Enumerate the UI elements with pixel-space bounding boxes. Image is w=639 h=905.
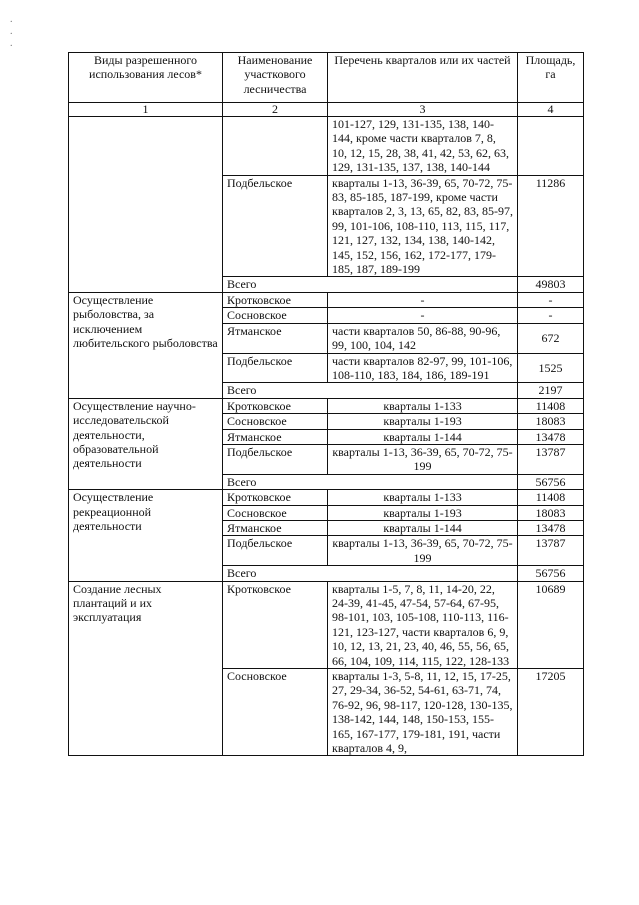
header-use-type: Виды разрешенного использования лесов* (69, 53, 223, 103)
header-area: Площадь, га (518, 53, 584, 103)
area-cell: 13478 (518, 429, 584, 444)
forestry-cell (223, 117, 328, 176)
quarters-cell: кварталы 1-193 (328, 505, 518, 520)
area-cell: 13478 (518, 520, 584, 535)
use-type-cell: Осуществление рекреационной деятельности (69, 490, 223, 581)
quarters-cell: кварталы 1-193 (328, 414, 518, 429)
total-area: 56756 (518, 474, 584, 489)
quarters-cell: кварталы 1-133 (328, 398, 518, 413)
quarters-cell: кварталы 1-5, 7, 8, 11, 14-20, 22, 24-39, 41-45, 47-54, 57-64, 67-95, 98-101, 103, 105-108, 110-113, 116-121, 123-127, части кварталов 6, 9, 10, 12, 13, 21, 23, 40, 46, 55, 56, 65, 66, 104, 109, 114, 115, 122, 128-133 (328, 581, 518, 668)
table-row (69, 398, 584, 413)
forestry-cell: Ятманское (223, 520, 328, 535)
total-area: 49803 (518, 277, 584, 292)
forestry-cell: Подбельское (223, 536, 328, 566)
area-cell: 18083 (518, 505, 584, 520)
area-cell (518, 117, 584, 176)
area-cell: 13787 (518, 444, 584, 474)
quarters-cell: - (328, 292, 518, 307)
area-cell: - (518, 308, 584, 323)
use-type-cell: Осуществление рыболовства, за исключением любительского рыболовства (69, 292, 223, 398)
total-label: Всего (223, 474, 518, 489)
area-cell: 11286 (518, 175, 584, 277)
table-row (69, 117, 584, 176)
forestry-cell: Кротковское (223, 398, 328, 413)
column-number: 4 (518, 103, 584, 117)
column-number-row (69, 103, 584, 117)
total-label: Всего (223, 277, 518, 292)
forestry-cell: Кротковское (223, 292, 328, 307)
area-cell: 11408 (518, 490, 584, 505)
total-label: Всего (223, 566, 518, 581)
quarters-cell: кварталы 1-13, 36-39, 65, 70-72, 75-199 (328, 444, 518, 474)
quarters-cell: кварталы 1-13, 36-39, 65, 70-72, 75-83, 85-185, 187-199, кроме части кварталов 2, 3, 13, 65, 82, 83, 85-97, 99, 101-106, 108-110, 113, 115, 117, 121, 127, 132, 134, 138, 140-142, 145, 152, 156, 162, 172-177, 179-185, 187, 189-199 (328, 175, 518, 277)
area-cell: 10689 (518, 581, 584, 668)
table-row (69, 581, 584, 668)
use-type-cell (69, 117, 223, 293)
quarters-cell: кварталы 1-144 (328, 520, 518, 535)
forestry-cell: Сосновское (223, 669, 328, 756)
area-cell: 1525 (518, 353, 584, 383)
quarters-cell: части кварталов 50, 86-88, 90-96, 99, 100, 104, 142 (328, 323, 518, 353)
use-type-cell: Создание лесных плантаций и их эксплуатация (69, 581, 223, 756)
forestry-cell: Ятманское (223, 429, 328, 444)
quarters-cell: части кварталов 82-97, 99, 101-106, 108-110, 183, 184, 186, 189-191 (328, 353, 518, 383)
quarters-cell: кварталы 1-133 (328, 490, 518, 505)
area-cell: 11408 (518, 398, 584, 413)
area-cell: 672 (518, 323, 584, 353)
total-area: 2197 (518, 383, 584, 398)
quarters-cell: кварталы 1-13, 36-39, 65, 70-72, 75-199 (328, 536, 518, 566)
area-cell: 17205 (518, 669, 584, 756)
total-label: Всего (223, 383, 518, 398)
forestry-cell: Подбельское (223, 353, 328, 383)
forestry-cell: Подбельское (223, 175, 328, 277)
forestry-cell: Сосновское (223, 308, 328, 323)
forestry-cell: Кротковское (223, 490, 328, 505)
table-row (69, 292, 584, 307)
column-number: 3 (328, 103, 518, 117)
quarters-cell: кварталы 1-3, 5-8, 11, 12, 15, 17-25, 27, 29-34, 36-52, 54-61, 63-71, 74, 76-92, 96, 98-117, 120-128, 130-135, 138-142, 144, 148, 150-153, 155-165, 167-177, 179-181, 191, части кварталов 4, 9, (328, 669, 518, 756)
use-type-cell: Осуществление научно-исследовательской деятельности, образовательной деятельности (69, 398, 223, 489)
column-number: 1 (69, 103, 223, 117)
header-quarters-list: Перечень кварталов или их частей (328, 53, 518, 103)
forest-use-table (68, 52, 584, 756)
header-forestry-name: Наименование участкового лесничества (223, 53, 328, 103)
quarters-cell: 101-127, 129, 131-135, 138, 140-144, кроме части кварталов 7, 8, 10, 12, 15, 28, 38, 41, 42, 53, 62, 63, 129, 131-135, 137, 138, 140-144 (328, 117, 518, 176)
quarters-cell: кварталы 1-144 (328, 429, 518, 444)
area-cell: - (518, 292, 584, 307)
forestry-cell: Сосновское (223, 505, 328, 520)
forestry-cell: Ятманское (223, 323, 328, 353)
quarters-cell: - (328, 308, 518, 323)
table-row (69, 490, 584, 505)
forestry-cell: Сосновское (223, 414, 328, 429)
header-row (69, 53, 584, 103)
total-area: 56756 (518, 566, 584, 581)
area-cell: 18083 (518, 414, 584, 429)
area-cell: 13787 (518, 536, 584, 566)
forestry-cell: Подбельское (223, 444, 328, 474)
forestry-cell: Кротковское (223, 581, 328, 668)
column-number: 2 (223, 103, 328, 117)
scan-mark: . (10, 26, 13, 37)
scan-mark: . (10, 38, 13, 49)
scan-mark: . (10, 14, 13, 25)
